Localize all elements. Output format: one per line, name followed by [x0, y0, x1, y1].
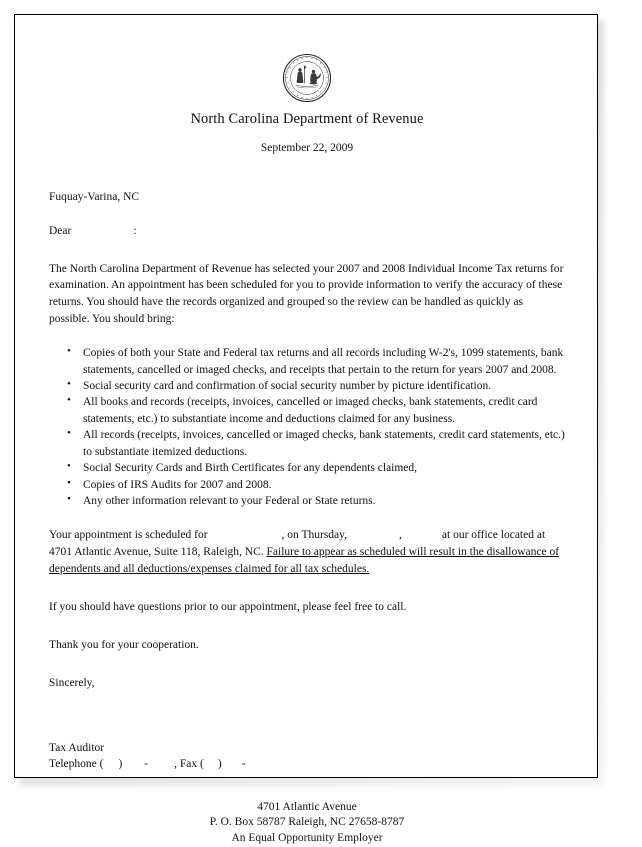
appointment-paragraph — [49, 527, 565, 578]
appointment-warning: Failure to appear as scheduled will result in the disallowance of dependents and all deductions/expenses claimed for all tax schedules. — [49, 546, 560, 576]
page-footer — [49, 800, 565, 847]
fax-paren: ) — [217, 757, 222, 770]
contact-line — [49, 757, 565, 773]
recipient-city-state: Fuquay-Varina, NC — [49, 191, 140, 203]
telephone-dash: - — [144, 757, 149, 770]
list-item: • Copies of both your State and Federal tax returns and all records including W-2's, 1099 statements, bank statements, cancelled or imaged checks, and receipts that pertain to the return for years 2007 and 2008. — [49, 345, 565, 378]
thanks-paragraph: Thank you for your cooperation. — [49, 639, 199, 652]
telephone-label: Telephone ( — [49, 757, 104, 770]
appointment-segment-4: at our office located at 4701 Atlantic Avenue, Suite 118, Raleigh, NC. — [49, 529, 546, 559]
appointment-segment-2: , on Thursday, — [281, 529, 348, 542]
list-item: • Social Security Cards and Birth Certificates for any dependents claimed, — [49, 460, 565, 476]
list-item: • Copies of IRS Audits for 2007 and 2008. — [49, 477, 565, 493]
list-item: • Any other information relevant to your Federal or State returns. — [49, 493, 565, 509]
organization-title: North Carolina Department of Revenue — [190, 111, 424, 127]
footer-street-address: 4701 Atlantic Avenue — [257, 800, 357, 813]
salutation-line — [49, 225, 565, 237]
telephone-paren: ) — [118, 757, 123, 770]
seal-container — [49, 15, 565, 105]
fax-label: , Fax ( — [174, 757, 204, 770]
fax-dash: - — [241, 757, 246, 770]
signature-block — [49, 741, 565, 773]
intro-paragraph: The North Carolina Department of Revenue has selected your 2007 and 2008 Individual Income Tax returns for examination. An appointment has been scheduled for you to provide information to verify the accuracy of these returns. You should have the records organized and grouped so the review can be handled as quickly as possible. You should bring: — [49, 262, 564, 326]
appointment-segment-3: , — [399, 529, 402, 542]
letter-page — [14, 14, 598, 845]
appointment-segment-1: Your appointment is scheduled for — [49, 529, 208, 542]
requirements-list — [49, 345, 565, 509]
list-item: • Social security card and confirmation of social security number by picture identification. — [49, 378, 565, 394]
recipient-address — [49, 190, 565, 206]
list-item: • All books and records (receipts, invoices, cancelled or imaged checks, bank statements, credit card statements, etc.) to substantiate income and deductions claimed for any business. — [49, 394, 565, 427]
footer-eeo-statement: An Equal Opportunity Employer — [231, 832, 383, 845]
north-carolina-state-seal-icon — [282, 53, 332, 103]
salutation-suffix: : — [133, 224, 137, 237]
letter-date: September 22, 2009 — [260, 142, 354, 154]
closing-paragraph: Sincerely, — [49, 676, 95, 689]
signer-title: Tax Auditor — [49, 741, 105, 754]
letter-content — [49, 15, 565, 845]
footer-po-box: P. O. Box 58787 Raleigh, NC 27658-8787 — [209, 816, 405, 829]
questions-paragraph: If you should have questions prior to our appointment, please feel free to call. — [49, 601, 407, 614]
list-item: • All records (receipts, invoices, cancelled or imaged checks, bank statements, credit card statements, etc.) to substantiate itemized deductions. — [49, 427, 565, 460]
salutation-prefix: Dear — [49, 224, 72, 237]
